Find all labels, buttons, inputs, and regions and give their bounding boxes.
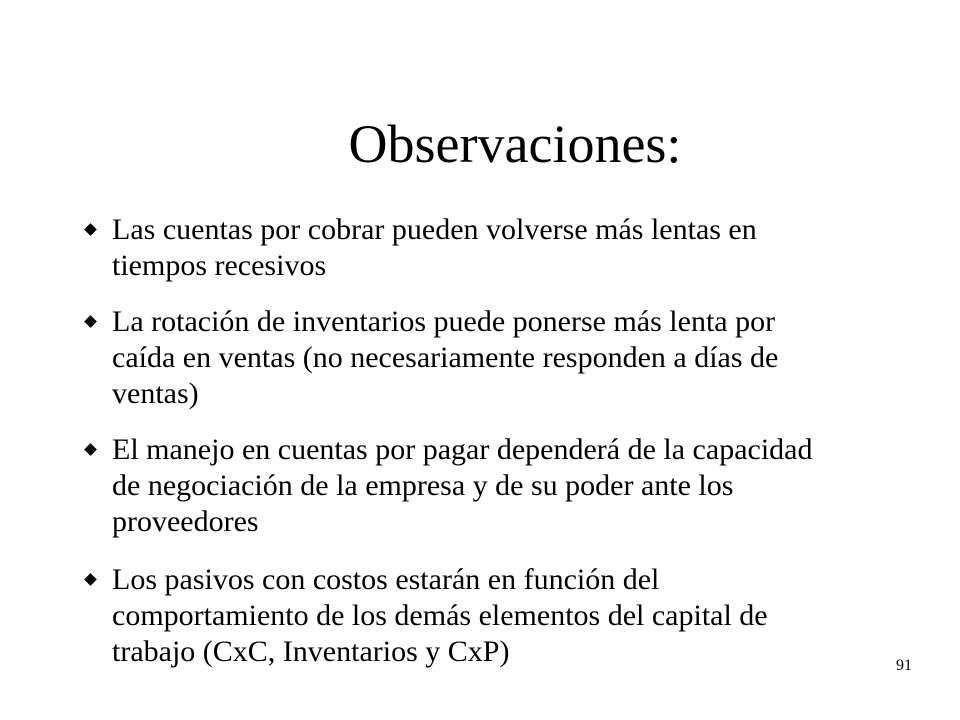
bullet-item — [82, 432, 842, 540]
bullet-text: Las cuentas por cobrar pueden volverse más lentas en tiempos recesivos — [112, 213, 757, 282]
bullet-text: Los pasivos con costos estarán en función del comportamiento de los demás elementos del capital de trabajo (CxC, Inventarios y CxP) — [112, 563, 768, 668]
diamond-bullet-icon — [84, 573, 97, 586]
diamond-bullet-icon — [84, 443, 97, 456]
diamond-bullet-icon — [84, 315, 97, 328]
bullet-item — [82, 212, 842, 284]
diamond-bullet-icon — [84, 223, 97, 236]
bullet-item — [82, 562, 842, 670]
bullet-text: La rotación de inventarios puede ponerse más lenta por caída en ventas (no necesariamente responden a días de ventas) — [112, 305, 779, 410]
bullet-text: El manejo en cuentas por pagar dependerá de la capacidad de negociación de la empresa y de su poder ante los proveedores — [112, 433, 813, 538]
bullet-item — [82, 304, 842, 412]
slide-title: Observaciones: — [348, 114, 682, 174]
page-number: 91 — [896, 657, 912, 674]
bullet-list — [82, 212, 842, 688]
